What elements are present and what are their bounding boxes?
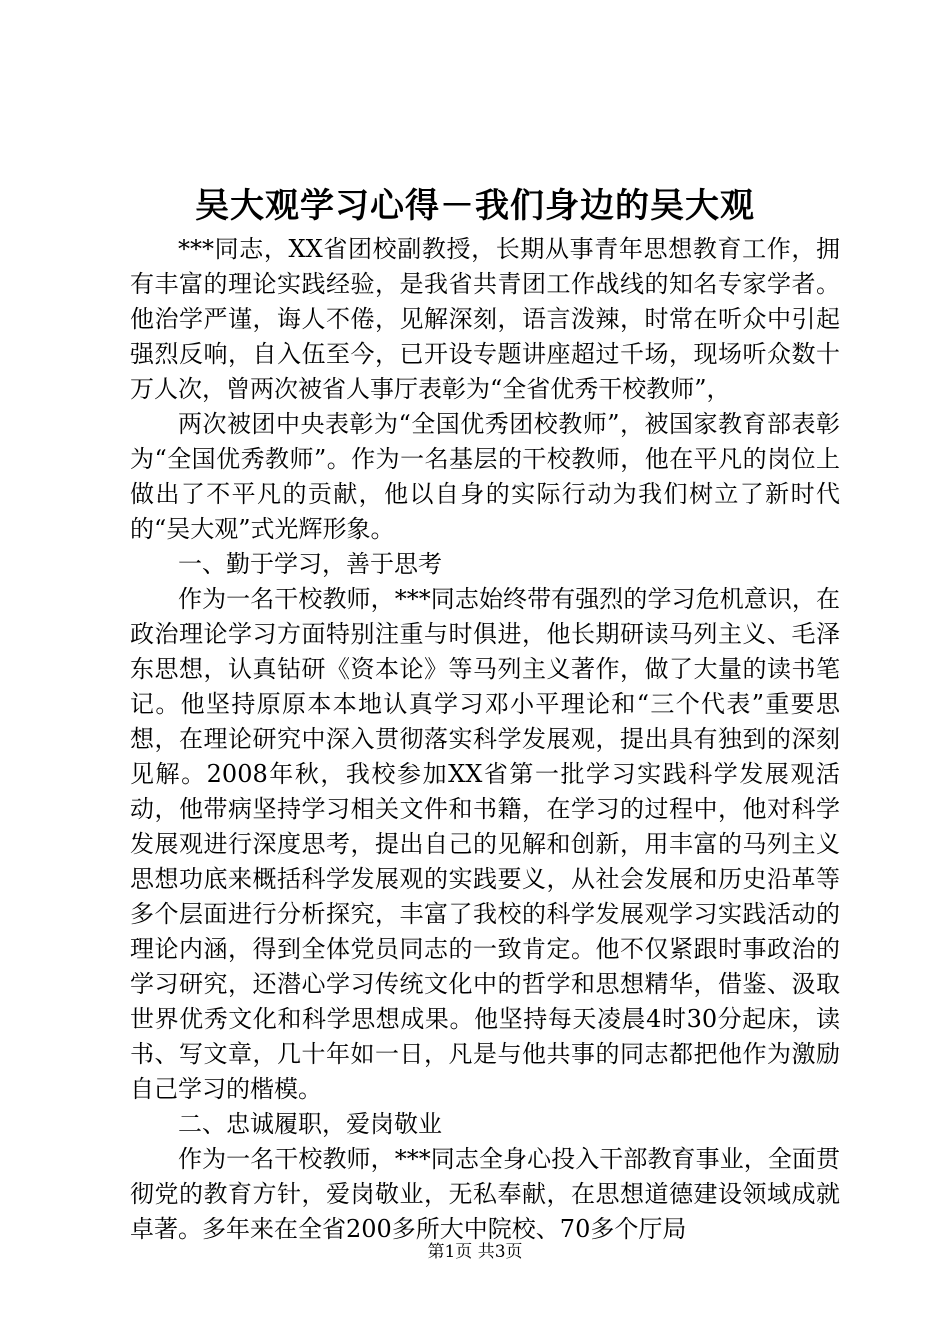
page-footer: 第1页 共3页 [427, 1242, 523, 1262]
paragraph-section-2: 作为一名干校教师，***同志全身心投入干部教育事业，全面贯彻党的教育方针，爱岗敬业，无私奉献，在思想道德建设领域成就卓著。多年来在全省200多所大中院校、70多个厅局 [130, 1145, 840, 1243]
document-title: 吴大观学习心得－我们身边的吴大观 [195, 186, 755, 226]
document-body [130, 232, 840, 1247]
section-heading-2: 二、忠诚履职，爱岗敬业 [178, 1110, 442, 1138]
paragraph-intro: ***同志，XX省团校副教授，长期从事青年思想教育工作，拥有丰富的理论实践经验，是我省共青团工作战线的知名专家学者。他治学严谨，诲人不倦，见解深刻，语言泼辣，时常在听众中引起强烈反响，自入伍至今，已开设专题讲座超过千场，现场听众数十万人次，曾两次被省人事厅表彰为“全省优秀干校教师”， [130, 235, 840, 403]
section-heading-1: 一、勤于学习，善于思考 [178, 550, 442, 578]
paragraph-awards: 两次被团中央表彰为“全国优秀团校教师”，被国家教育部表彰为“全国优秀教师”。作为一名基层的干校教师，他在平凡的岗位上做出了不平凡的贡献，他以自身的实际行动为我们树立了新时代的“吴大观”式光辉形象。 [130, 410, 840, 543]
paragraph-section-1: 作为一名干校教师，***同志始终带有强烈的学习危机意识，在政治理论学习方面特别注重与时俱进，他长期研读马列主义、毛泽东思想，认真钻研《资本论》等马列主义著作，做了大量的读书笔记。他坚持原原本本地认真学习邓小平理论和“三个代表”重要思想，在理论研究中深入贯彻落实科学发展观，提出具有独到的深刻见解。2008年秋，我校参加XX省第一批学习实践科学发展观活动，他带病坚持学习相关文件和书籍，在学习的过程中，他对科学发展观进行深度思考，提出自己的见解和创新，用丰富的马列主义思想功底来概括科学发展观的实践要义，从社会发展和历史沿革等多个层面进行分析探究，丰富了我校的科学发展观学习实践活动的理论内涵，得到全体党员同志的一致肯定。他不仅紧跟时事政治的学习研究，还潜心学习传统文化中的哲学和思想精华，借鉴、汲取世界优秀文化和科学思想成果。他坚持每天凌晨4时30分起床，读书、写文章，几十年如一日，凡是与他共事的同志都把他作为激励自己学习的楷模。 [130, 585, 840, 1103]
